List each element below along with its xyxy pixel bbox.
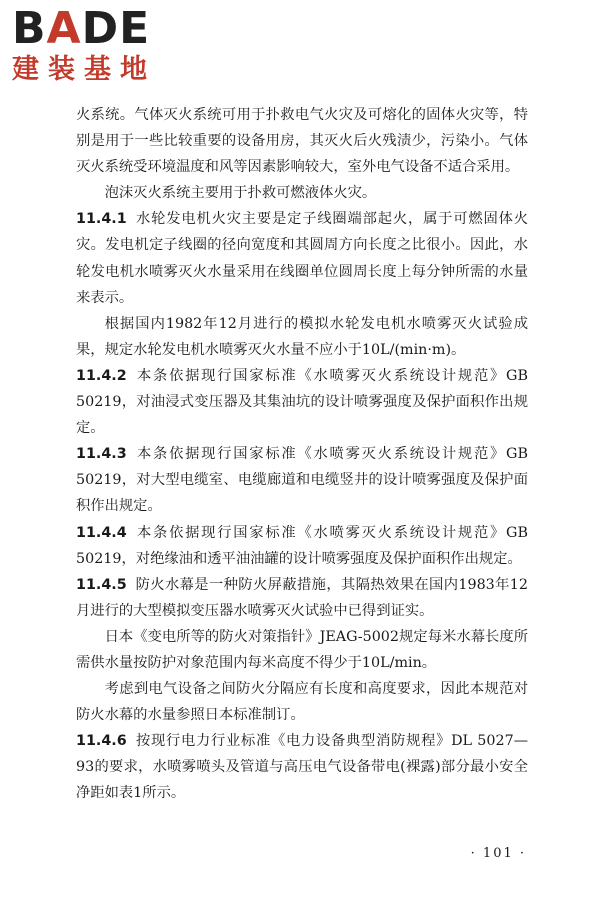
clause-11-4-1: 11.4.1 水轮发电机火灾主要是定子线圈端部起火，属于可燃固体火灾。发电机定子线圈的径向宽度和其圆周方向长度之比很小。因此，水轮发电机水喷雾灭火水量采用在线圈单位圆周长度上每分钟所需的水量来表示。 bbox=[76, 211, 528, 306]
paragraph: 火系统。气体灭火系统可用于扑救电气火灾及可熔化的固体火灾等，特别是用于一些比较重要的设备用房，其灭火后火残渍少，污染小。气体灭火系统受环境温度和风等因素影响较大，室外电气设备不适合采用。 bbox=[76, 107, 528, 176]
bade-logo bbox=[12, 3, 182, 92]
clause-number: 11.4.3 bbox=[76, 446, 127, 463]
clause-11-4-3: 11.4.3 本条依据现行国家标准《水喷雾灭火系统设计规范》GB 50219，对大型电缆室、电缆廊道和电缆竖井的设计喷雾强度及保护面积作出规定。 bbox=[76, 446, 528, 515]
clause-11-4-6: 11.4.6 按现行电力行业标准《电力设备典型消防规程》DL 5027—93的要求，水喷雾喷头及管道与高压电气设备带电(裸露)部分最小安全净距如表1所示。 bbox=[76, 733, 528, 802]
logo-wordmark: BADE bbox=[12, 3, 151, 54]
clause-11-4-4: 11.4.4 本条依据现行国家标准《水喷雾灭火系统设计规范》GB 50219，对绝缘油和透平油油罐的设计喷雾强度及保护面积作出规定。 bbox=[76, 524, 528, 567]
logo-subtitle: 建装基地 bbox=[12, 54, 156, 85]
clause-number: 11.4.4 bbox=[76, 524, 127, 541]
clause-number: 11.4.5 bbox=[76, 576, 127, 593]
clause-number: 11.4.2 bbox=[76, 367, 127, 384]
clause-11-4-2: 11.4.2 本条依据现行国家标准《水喷雾灭火系统设计规范》GB 50219，对油浸式变压器及其集油坑的设计喷雾强度及保护面积作出规定。 bbox=[76, 367, 528, 437]
paragraph: 日本《变电所等的防火对策指针》JEAG-5002规定每米水幕长度所需供水量按防护对象范围内每米高度不得少于10L/min。 bbox=[76, 628, 528, 671]
page-number: · 101 · bbox=[470, 846, 526, 861]
clause-number: 11.4.1 bbox=[76, 211, 127, 228]
paragraph: 泡沫灭火系统主要用于扑救可燃液体火灾。 bbox=[104, 185, 377, 202]
body-text bbox=[76, 102, 528, 807]
paragraph: 根据国内1982年12月进行的模拟水轮发电机水喷雾灭火试验成果，规定水轮发电机水喷雾灭火水量不应小于10L/(min·m)。 bbox=[76, 315, 528, 358]
paragraph: 考虑到电气设备之间防火分隔应有长度和高度要求，因此本规范对防火水幕的水量参照日本标准制订。 bbox=[76, 681, 528, 724]
clause-number: 11.4.6 bbox=[76, 733, 127, 750]
clause-11-4-5: 11.4.5 防火水幕是一种防火屏蔽措施，其隔热效果在国内1983年12月进行的大型模拟变压器水喷雾灭火试验中已得到证实。 bbox=[76, 576, 528, 619]
